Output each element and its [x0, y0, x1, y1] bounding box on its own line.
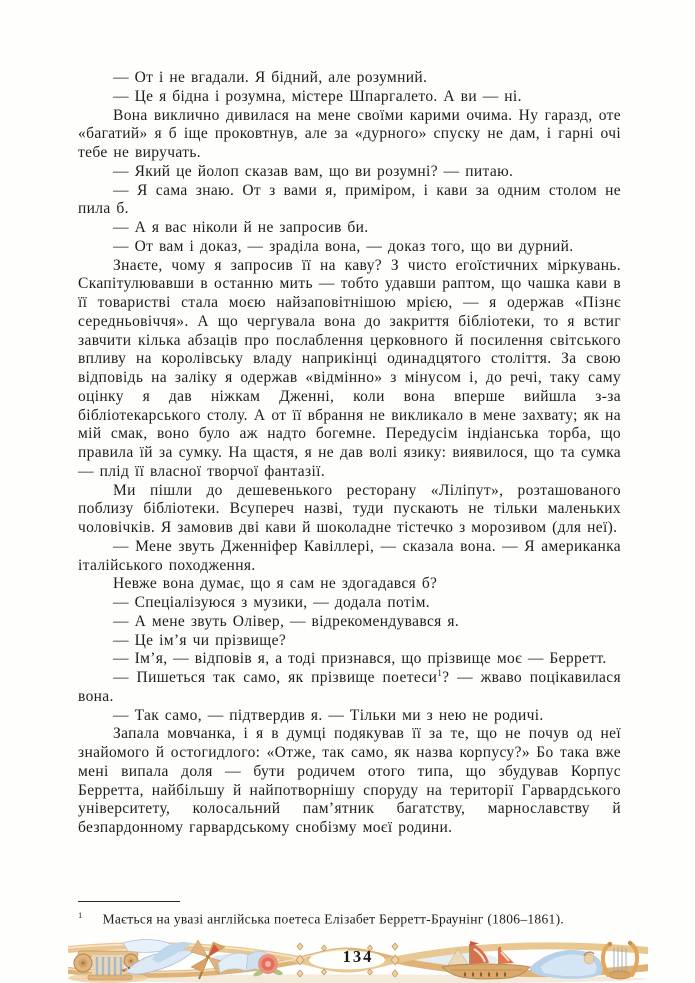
footnote-area: [78, 901, 621, 928]
paragraph: — Так само, — підтвердив я. — Тільки ми з нею не родичі.: [113, 706, 544, 724]
paragraph: — От і не вгадали. Я бідний, але розумний.: [113, 69, 428, 86]
footer-ornament-band: [68, 937, 648, 983]
paragraph: — А я вас ніколи й не запросив би.: [113, 219, 369, 236]
paragraph: Невже вона думає, що я сам не здогадався б?: [113, 575, 438, 593]
paragraph: — От вам і доказ, — зраділа вона, — доказ того, що ви дурний.: [113, 237, 574, 255]
paragraph: — Ім’я, — відповів я, а тоді признався, що прізвище моє — Берретт.: [113, 650, 607, 668]
footnote-rule: [78, 901, 180, 902]
page-number: 134: [342, 947, 374, 966]
footnote-marker: 1: [78, 910, 83, 920]
paragraph-text: ? — жваво поцікавилася вона.: [78, 669, 621, 705]
paragraph: Знаєте, чому я запросив її на каву? З чисто егоїстичних міркувань. Скапітулювавши в останню мить — тобто удавши раптом, що чашка кави в її товаристві стала моєю найзаповітнішою мрією, — я одержав «Пізнє середньовіччя». А що чергувала вона до закриття бібліотеки, то я встиг завчити кілька абзаців про послаблення церковного й посилення світського впливу на королівську владу наприкінці одинадцятого століття. За свою відповідь на заліку я одержав «відмінно» з мінусом і, до речі, таку саму оцінку я дав ніжкам Дженні, коли вона вперше вийшла з-за бібліотекарського столу. А от її вбрання не викликало в мене захвату; як на мій смак, воно було аж надто богемне. Передусім індіанська торба, що правила їй за сумку. На щастя, я не дав волі язику: виявилося, що та сумка — плід її власної творчої фантазії.: [78, 256, 621, 480]
paragraph: Запала мовчанка, і я в думці подякував її за те, що не почув од неї знайомого й остогидлого: «Отже, так само, як назва корпусу?» Бо така вже мені випала доля — бути родичем отого типа, що збудував Корпус Берретта, найбільшу й найпотворнішу споруду на території Гарвардського університету, колосальний пам’ятник багатству, марнославству й безпардонному гарвардському снобізму моєї родини.: [78, 725, 621, 836]
paragraph: — Це я бідна і розумна, містере Шпаргалето. А ви — ні.: [113, 87, 522, 105]
paragraph-text: — Пишеться так само, як прізвище поетеси: [113, 669, 438, 686]
paragraph: — Я сама знаю. От з вами я, приміром, і кави за одним столом не пила б.: [78, 181, 621, 218]
footnote-text: Мається на увазі англійська поетеса Елізабет Берретт-Браунінг (1806–1861).: [102, 911, 565, 927]
paragraph: — Який це йолоп сказав вам, що ви розумні? — питаю.: [113, 162, 514, 180]
paragraph: — А мене звуть Олівер, — відрекомендувався я.: [113, 612, 460, 630]
paragraph: — Це ім’я чи прізвище?: [113, 631, 287, 649]
footnote-ref-marker: 1: [437, 667, 443, 678]
paragraph-with-footnote-ref: [78, 669, 621, 707]
page-text: [78, 69, 621, 838]
paragraph: Ми пішли до дешевенького ресторану «Ліліпут», розташованого поблизу бібліотеки. Всупереч назві, туди пускають не тільки маленьких чоловічків. Я замовив дві кави й шоколадне тістечко з морозивом (для неї).: [78, 481, 621, 536]
paragraph: — Мене звуть Дженніфер Кавіллері, — сказала вона. — Я американка італійського походження.: [78, 537, 621, 574]
paragraph: — Спеціалізуюся з музики, — додала потім.: [113, 594, 431, 611]
footnote: [78, 907, 621, 928]
paragraph: Вона виклично дивилася на мене своїми карими очима. Ну гаразд, оте «багатий» я б іще проковтнув, але за «дурного» спуску не дам, і гарні очі тебе не виручать.: [78, 106, 621, 161]
